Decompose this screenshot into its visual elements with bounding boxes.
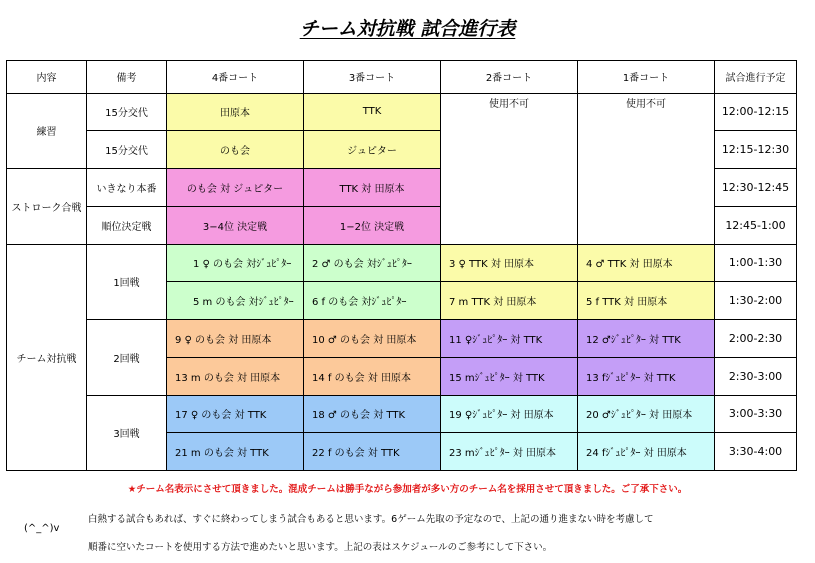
- court-1-match: 5 f TTK 対 田原本: [578, 282, 715, 320]
- time-cell: 2:00-2:30: [715, 320, 797, 358]
- court-4-match: 13 m のも会 対 田原本: [167, 357, 304, 395]
- round-label: 1回戦: [87, 244, 167, 319]
- court-1-match: 24 fｼﾞｭﾋﾟﾀｰ 対 田原本: [578, 433, 715, 471]
- court-2-match: 7 m TTK 対 田原本: [441, 282, 578, 320]
- court-2-match: 3 ♀ TTK 対 田原本: [441, 244, 578, 282]
- notice-line-2: 順番に空いたコートを使用する方法で進めたいと思います。上記の表はスケジュールのご参考にして下さい。: [88, 542, 553, 553]
- court-3-match: 18 ♂ のも会 対 TTK: [304, 395, 441, 433]
- court-4-match: 5 m のも会 対ｼﾞｭﾋﾟﾀｰ: [167, 282, 304, 320]
- court-1-unavailable: 使用不可: [578, 93, 715, 244]
- time-cell: 1:00-1:30: [715, 244, 797, 282]
- court-2-match: 15 mｼﾞｭﾋﾟﾀｰ 対 TTK: [441, 357, 578, 395]
- court-3-match: 6 f のも会 対ｼﾞｭﾋﾟﾀｰ: [304, 282, 441, 320]
- court-4-cell: 3−4位 決定戦: [167, 206, 304, 244]
- header-court-4: 4番コート: [167, 61, 304, 94]
- court-3-cell: 1−2位 決定戦: [304, 206, 441, 244]
- table-row: [7, 244, 797, 282]
- court-3-match: 22 f のも会 対 TTK: [304, 433, 441, 471]
- section-team: チーム対抗戦: [7, 244, 87, 470]
- row-note: 15分交代: [87, 131, 167, 169]
- notice-line-1: 白熱する試合もあれば、すぐに終わってしまう試合もあると思います。6ゲーム先取の予定なので、上記の通り進まない時を考慮して: [88, 514, 654, 525]
- time-cell: 1:30-2:00: [715, 282, 797, 320]
- header-row: [7, 61, 797, 94]
- court-4-cell: 田原本: [167, 93, 304, 131]
- court-1-match: 20 ♂ｼﾞｭﾋﾟﾀｰ 対 田原本: [578, 395, 715, 433]
- court-3-cell: TTK 対 田原本: [304, 169, 441, 207]
- court-1-match: 13 fｼﾞｭﾋﾟﾀｰ 対 TTK: [578, 357, 715, 395]
- court-3-match: 10 ♂ のも会 対 田原本: [304, 320, 441, 358]
- header-note: 備考: [87, 61, 167, 94]
- table-row: [7, 395, 797, 433]
- section-stroke: ストローク合戦: [7, 169, 87, 244]
- time-cell: 12:30-12:45: [715, 169, 797, 207]
- table-row: [7, 93, 797, 131]
- header-time: 試合進行予定: [715, 61, 797, 94]
- court-4-match: 21 m のも会 対 TTK: [167, 433, 304, 471]
- row-note: 順位決定戦: [87, 206, 167, 244]
- round-label: 3回戦: [87, 395, 167, 471]
- page-title: チーム対抗戦 試合進行表: [299, 18, 516, 40]
- row-note: 15分交代: [87, 93, 167, 131]
- notice-red: ★チーム名表示にさせて頂きました。混成チームは勝手ながら参加者が多い方のチーム名を採用させて頂きました。ご了承下さい。: [127, 484, 688, 495]
- emoticon: (^_^)v: [24, 523, 60, 534]
- round-label: 2回戦: [87, 320, 167, 395]
- court-4-match: 9 ♀ のも会 対 田原本: [167, 320, 304, 358]
- header-content: 内容: [7, 61, 87, 94]
- court-2-match: 19 ♀ｼﾞｭﾋﾟﾀｰ 対 田原本: [441, 395, 578, 433]
- court-2-unavailable: 使用不可: [441, 93, 578, 244]
- time-cell: 12:15-12:30: [715, 131, 797, 169]
- court-2-match: 23 mｼﾞｭﾋﾟﾀｰ 対 田原本: [441, 433, 578, 471]
- time-cell: 12:45-1:00: [715, 206, 797, 244]
- court-4-cell: のも会: [167, 131, 304, 169]
- court-4-match: 17 ♀ のも会 対 TTK: [167, 395, 304, 433]
- court-3-match: 14 f のも会 対 田原本: [304, 357, 441, 395]
- time-cell: 2:30-3:00: [715, 357, 797, 395]
- court-4-cell: のも会 対 ジュピター: [167, 169, 304, 207]
- header-court-2: 2番コート: [441, 61, 578, 94]
- court-1-match: 4 ♂ TTK 対 田原本: [578, 244, 715, 282]
- schedule-table: [6, 60, 797, 471]
- court-4-match: 1 ♀ のも会 対ｼﾞｭﾋﾟﾀｰ: [167, 244, 304, 282]
- court-3-match: 2 ♂ のも会 対ｼﾞｭﾋﾟﾀｰ: [304, 244, 441, 282]
- row-note: いきなり本番: [87, 169, 167, 207]
- court-3-cell: TTK: [304, 93, 441, 131]
- table-row: [7, 320, 797, 358]
- header-court-3: 3番コート: [304, 61, 441, 94]
- court-3-cell: ジュピター: [304, 131, 441, 169]
- time-cell: 3:00-3:30: [715, 395, 797, 433]
- court-2-match: 11 ♀ｼﾞｭﾋﾟﾀｰ 対 TTK: [441, 320, 578, 358]
- time-cell: 12:00-12:15: [715, 93, 797, 131]
- court-1-match: 12 ♂ｼﾞｭﾋﾟﾀｰ 対 TTK: [578, 320, 715, 358]
- header-court-1: 1番コート: [578, 61, 715, 94]
- section-practice: 練習: [7, 93, 87, 168]
- time-cell: 3:30-4:00: [715, 433, 797, 471]
